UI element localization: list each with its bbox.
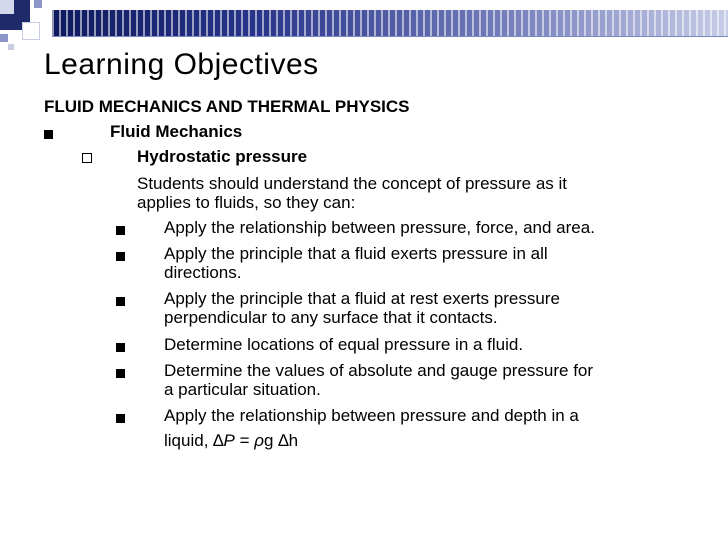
deco-square [34, 0, 42, 8]
deco-square [22, 22, 40, 40]
objective-line: directions. [164, 263, 242, 282]
deco-square [0, 34, 8, 42]
intro-line: Students should understand the concept of pressure as it [137, 174, 567, 193]
rho-symbol: ρ [254, 431, 265, 450]
header-band [52, 10, 728, 36]
intro-line: applies to fluids, so they can: [137, 193, 356, 212]
delta-symbol: ∆ [213, 431, 224, 450]
square-bullet-icon [116, 411, 125, 426]
objective-line: a particular situation. [164, 380, 321, 399]
objective-line: Determine the values of absolute and gauge pressure for [164, 361, 594, 380]
section-heading: FLUID MECHANICS AND THERMAL PHYSICS [44, 97, 410, 116]
level2-item: Hydrostatic pressure [137, 147, 308, 166]
square-bullet-icon [116, 340, 125, 355]
objective-line: Apply the relationship between pressure, force, and area. [164, 218, 595, 237]
objective-line: Apply the principle that a fluid at rest exerts pressure [164, 289, 560, 308]
square-bullet-icon [44, 127, 53, 142]
pressure-symbol: P [223, 431, 235, 450]
square-bullet-icon [116, 223, 125, 238]
objective-line: perpendicular to any surface that it contacts. [164, 308, 498, 327]
objective-line: Apply the relationship between pressure and depth in a [164, 406, 579, 425]
height-symbol: h [288, 431, 299, 450]
header-rule [52, 36, 728, 37]
deco-square [0, 0, 14, 14]
delta-symbol: ∆ [278, 431, 289, 450]
objective-line: Determine locations of equal pressure in a fluid. [164, 335, 524, 354]
hollow-square-bullet-icon [82, 151, 92, 166]
square-bullet-icon [116, 294, 125, 309]
deco-square [8, 44, 14, 50]
objective-line: Apply the principle that a fluid exerts pressure in all [164, 244, 548, 263]
equals-sign: = [234, 431, 255, 450]
level1-item: Fluid Mechanics [110, 122, 243, 141]
square-bullet-icon [116, 366, 125, 381]
square-bullet-icon [116, 249, 125, 264]
formula-line [164, 431, 298, 450]
formula-prefix: liquid, [164, 431, 214, 450]
slide-title: Learning Objectives [44, 48, 319, 81]
gravity-symbol: g [264, 431, 279, 450]
